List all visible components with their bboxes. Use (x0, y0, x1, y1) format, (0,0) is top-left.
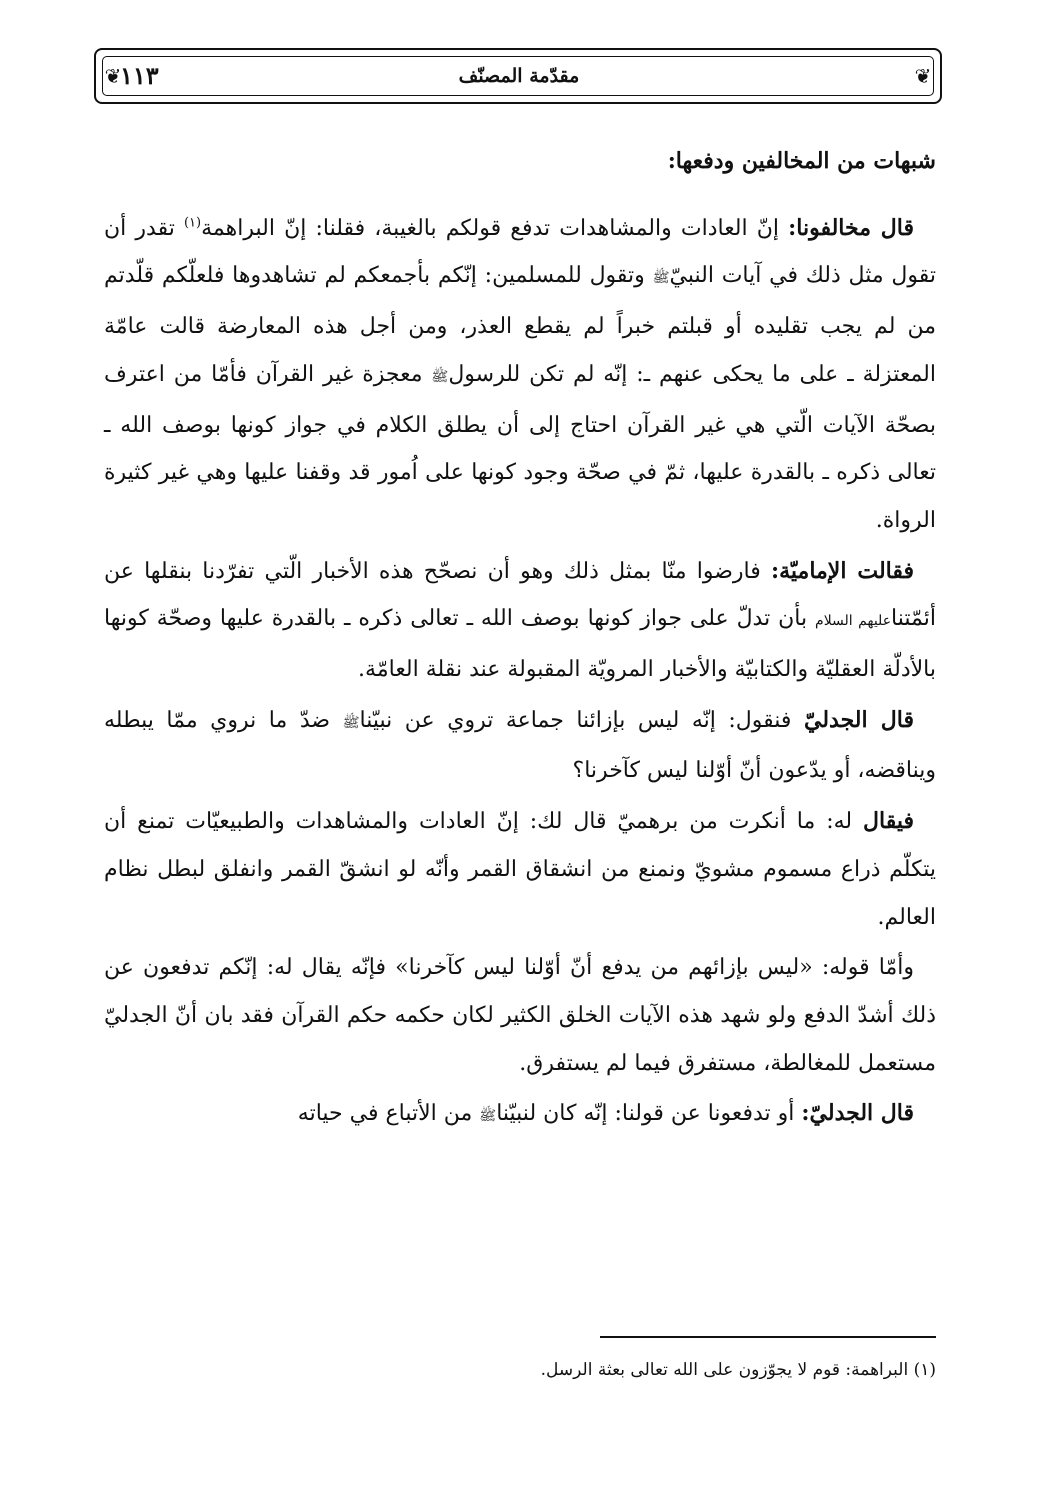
footnote-divider (600, 1336, 936, 1338)
paragraph-lead: قال مخالفونا: (788, 214, 914, 241)
paragraph-lead: قال الجدليّ (803, 706, 914, 733)
page-number: ١١٣ (120, 61, 159, 90)
paragraph-text: له: ما أنكرت من برهميّ قال لك: إنّ العادات والمشاهدات والطبيعيّات تمنع أن يتكلّم ذراع مسموم مشويّ ونمنع من انشقاق القمر وأنّه لو انشقّ القمر وانفلق لبطل نظام العالم. (104, 809, 936, 930)
floral-ornament-icon: ❦ (104, 64, 122, 88)
paragraph-text: إنّ العادات والمشاهدات تدفع قولكم بالغيبة، فقلنا: إنّ البراهمة (201, 215, 789, 241)
paragraph-text: أو تدفعونا عن قولنا: إنّه كان لنبيّنا (496, 1101, 802, 1127)
paragraph-text: معجزة غير القرآن فأمّا من اعترف بصحّة الآيات الّتي هي غير القرآن احتاج إلى أن يطلق الكلام في جواز كونها بوصف الله ـ تعالى ذكره ـ بالقدرة عليها، ثمّ في صحّة وجود كونها على اُمور قد وقفنا عليها وهي غير كثيرة الرواة. (104, 361, 936, 533)
paragraph-text: بأن تدلّ على جواز كونها بوصف الله ـ تعالى ذكره ـ بالقدرة عليها وصحّة كونها بالأدلّة العقليّة والكتابيّة والأخبار المرويّة المقبولة عند نقلة العامّة. (104, 606, 936, 683)
paragraph-text: فارضوا منّا بمثل ذلك وهو أن نصحّح هذه الأخبار الّتي تفرّدنا بنقلها عن أئمّتنا (104, 558, 936, 632)
paragraph-lead: قال الجدليّ: (801, 1100, 914, 1127)
footnote-marker[interactable]: (١) (183, 215, 202, 231)
paragraph (104, 1090, 936, 1141)
page-title: مقدّمة المصنّف (458, 65, 580, 87)
honorific-imams: عليهم السلام (815, 613, 892, 630)
paragraph-text: وأمّا قوله: «ليس بإزائهم من يدفع أنّ أوّلنا ليس كآخرنا» فإنّه يقال له: إنّكم تدفعون عن ذلك أشدّ الدفع ولو شهد هذه الآيات الخلق الكثير لكان حكمه حكم القرآن فقد بان أنّ الجدليّ مستعمل للمغالطة، مستفرق فيما لم يستفرق. (104, 955, 936, 1076)
honorific-prophet: ﷺ (342, 714, 360, 731)
honorific-prophet: ﷺ (652, 270, 670, 287)
paragraph (104, 205, 936, 545)
main-text (104, 138, 936, 1144)
paragraph-lead: فقالت الإماميّة: (770, 557, 914, 584)
honorific-prophet: ﷺ (479, 1108, 497, 1125)
paragraph-text: فنقول: إنّه ليس بإزائنا جماعة تروي عن نبيّنا (359, 707, 804, 733)
paragraph (104, 697, 936, 795)
honorific-prophet: ﷺ (431, 368, 449, 385)
paragraph (104, 798, 936, 941)
footnote: (١) البراهمة: قوم لا يجوّزون على الله تعالى بعثة الرسل. (540, 1360, 936, 1380)
paragraph-lead: فيقال (863, 808, 914, 835)
section-heading: شبهات من المخالفين ودفعها: (667, 148, 936, 174)
floral-ornament-icon: ❦ (914, 64, 932, 88)
paragraph (104, 548, 936, 694)
paragraph-text: وتقول للمسلمين: إنّكم بأجمعكم لم تشاهدوها فلعلّكم قلّدتم من لم يجب تقليده أو قبلتم خبراً لم يقطع العذر، ومن أجل هذه المعارضة قالت عامّة المعتزلة ـ على ما يحكى عنهم ـ: إنّه لم تكن للرسول (104, 263, 936, 387)
paragraph (104, 944, 936, 1087)
paragraph-text: تقدر أن تقول مثل ذلك في آيات النبيّ (104, 215, 937, 289)
paragraph-text: من الأتباع في حياته (297, 1101, 480, 1127)
paragraph-text: ضدّ ما نروي ممّا يبطله ويناقضه، أو يدّعون أنّ أوّلنا ليس كآخرنا؟ (104, 707, 936, 784)
